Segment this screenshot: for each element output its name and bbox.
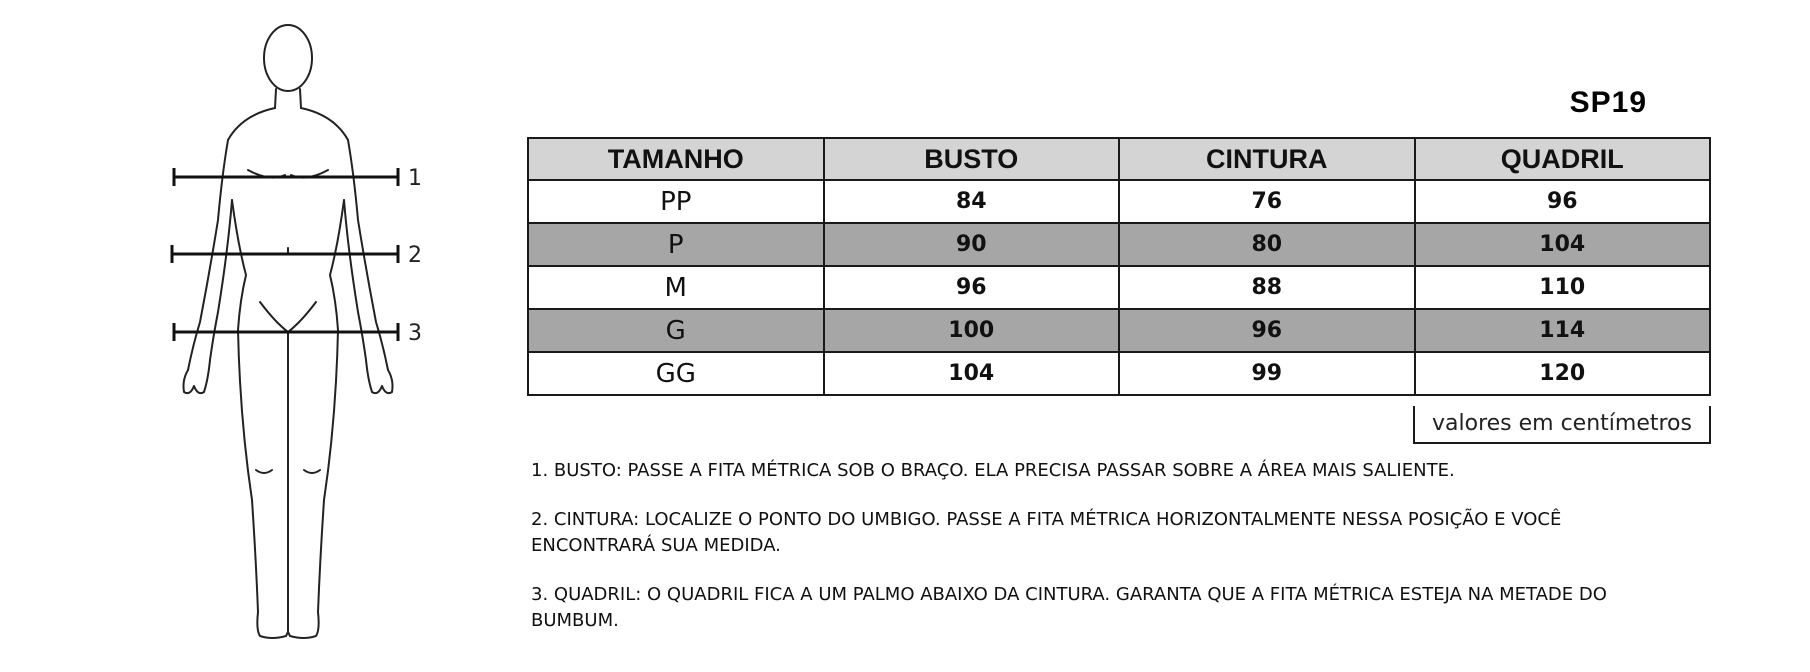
size-cell: PP (528, 180, 824, 223)
header-busto: BUSTO (824, 138, 1120, 180)
measure-label-1: 1 (408, 166, 422, 191)
measure-label-2: 2 (408, 243, 422, 268)
busto-cell: 84 (824, 180, 1120, 223)
table-header-row (528, 138, 1710, 180)
quadril-cell: 120 (1415, 352, 1711, 395)
body-measurement-figure (160, 0, 450, 672)
instruction-quadril: 3. QUADRIL: O QUADRIL FICA A UM PALMO ABAIXO DA CINTURA. GARANTA QUE A FITA MÉTRICA ESTEJA NA METADE DO BUMBUM. (531, 584, 1607, 631)
product-code: SP19 (1569, 86, 1647, 119)
table-row (528, 309, 1710, 352)
header-tamanho: TAMANHO (528, 138, 824, 180)
header-quadril: QUADRIL (1415, 138, 1711, 180)
measurement-instructions (531, 458, 1651, 657)
cintura-cell: 96 (1119, 309, 1415, 352)
size-cell: G (528, 309, 824, 352)
table-row (528, 180, 1710, 223)
quadril-cell: 96 (1415, 180, 1711, 223)
size-cell: P (528, 223, 824, 266)
body-outline-icon (160, 0, 450, 672)
cintura-cell: 99 (1119, 352, 1415, 395)
table-row (528, 223, 1710, 266)
size-table (527, 137, 1711, 396)
quadril-cell: 114 (1415, 309, 1711, 352)
header-cintura: CINTURA (1119, 138, 1415, 180)
instruction-busto: 1. BUSTO: PASSE A FITA MÉTRICA SOB O BRAÇO. ELA PRECISA PASSAR SOBRE A ÁREA MAIS SALIENTE. (531, 460, 1455, 481)
quadril-cell: 110 (1415, 266, 1711, 309)
cintura-cell: 76 (1119, 180, 1415, 223)
busto-cell: 104 (824, 352, 1120, 395)
busto-cell: 100 (824, 309, 1120, 352)
units-note: valores em centímetros (1413, 406, 1711, 444)
cintura-cell: 88 (1119, 266, 1415, 309)
instruction-cintura: 2. CINTURA: LOCALIZE O PONTO DO UMBIGO. PASSE A FITA MÉTRICA HORIZONTALMENTE NESSA POSIÇÃO E VOCÊ ENCONTRARÁ SUA MEDIDA. (531, 509, 1562, 556)
table-row (528, 352, 1710, 395)
busto-cell: 90 (824, 223, 1120, 266)
measure-label-3: 3 (408, 321, 422, 346)
size-cell: GG (528, 352, 824, 395)
cintura-cell: 80 (1119, 223, 1415, 266)
table-row (528, 266, 1710, 309)
busto-cell: 96 (824, 266, 1120, 309)
quadril-cell: 104 (1415, 223, 1711, 266)
size-cell: M (528, 266, 824, 309)
